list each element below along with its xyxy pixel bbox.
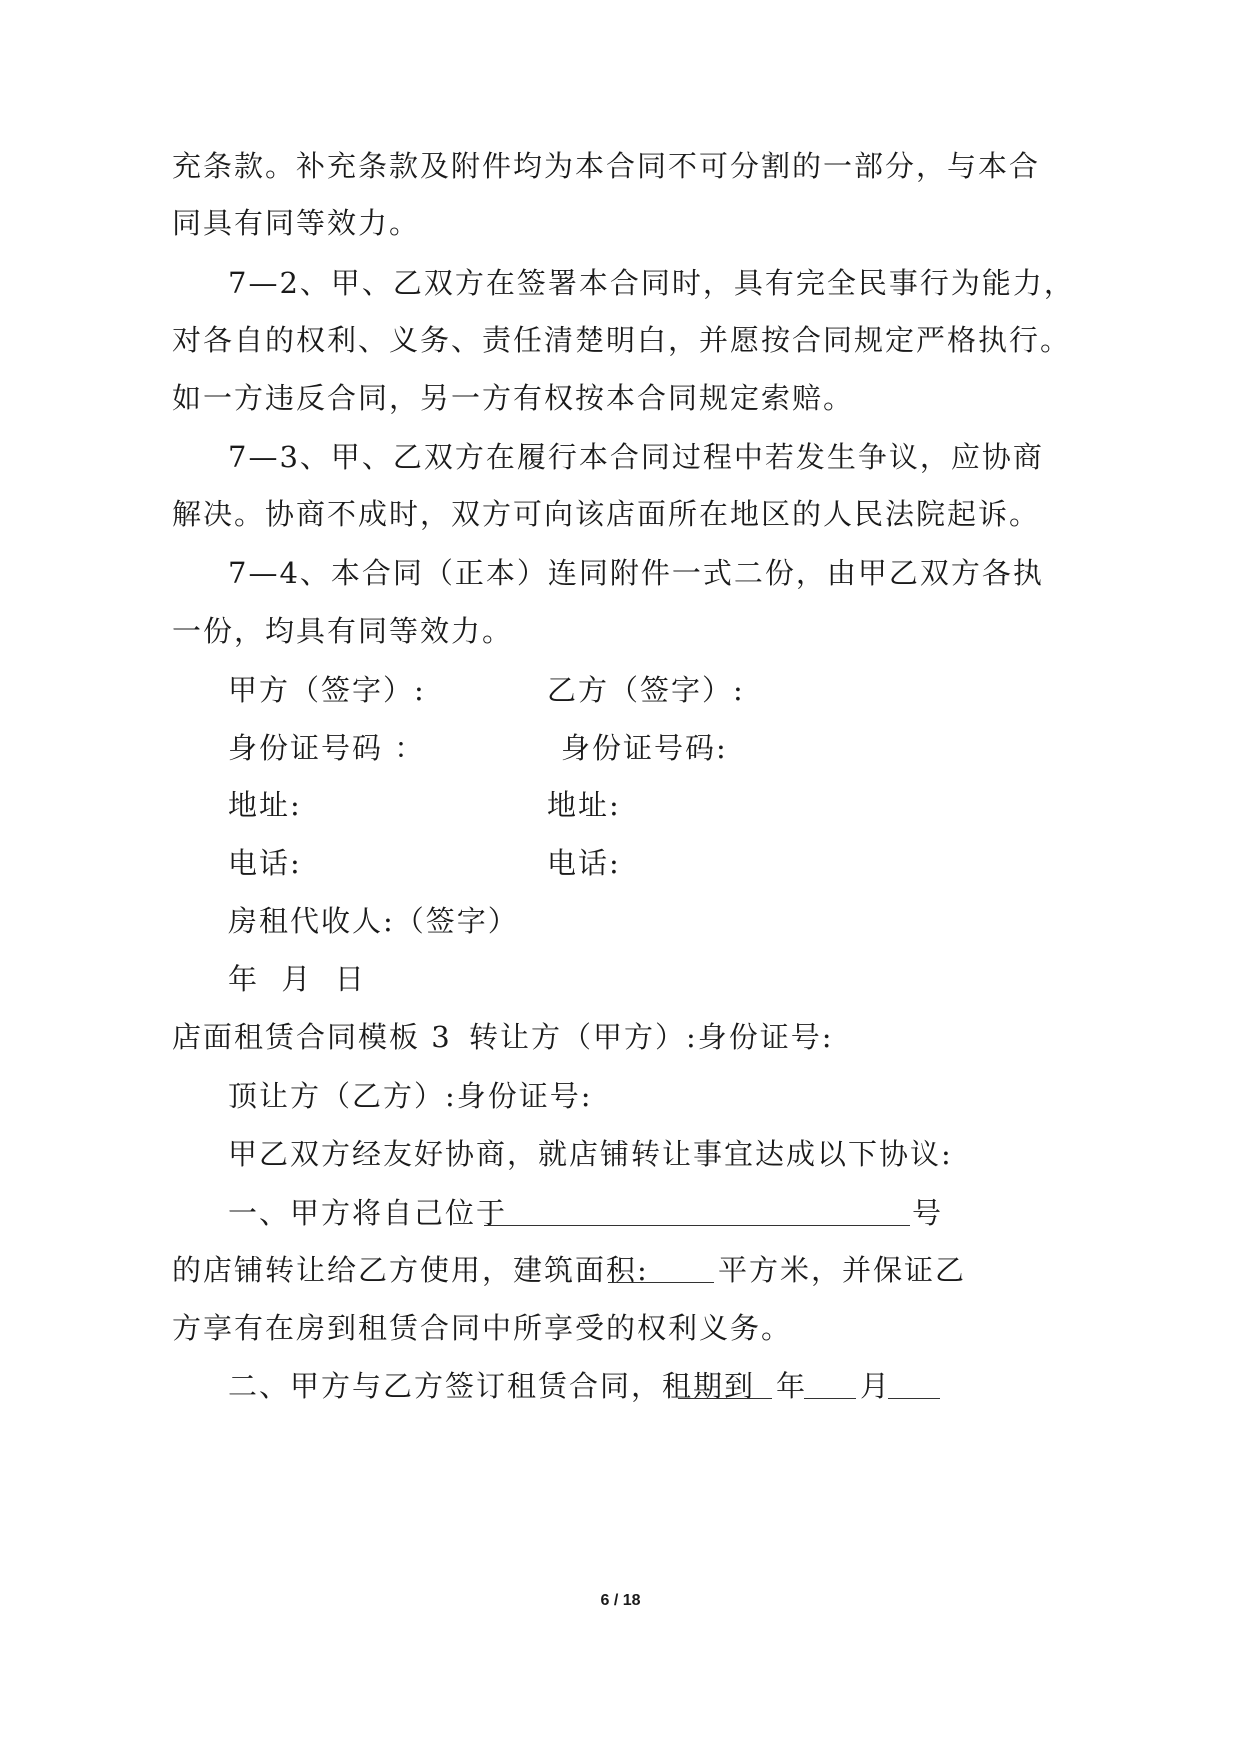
text-line: 号 [912,1196,944,1230]
party-b-id-label: 身份证号码: [561,731,728,765]
text-line: 一份，均具有同等效力。 [172,614,514,648]
text-line: 一、甲方将自己位于 [228,1196,508,1230]
party-b-sign-label: 乙方（签字）: [547,673,745,707]
area-blank [608,1254,714,1283]
text-line: 年 [776,1369,808,1403]
text-line: 如一方违反合同，另一方有权按本合同规定索赔。 [172,381,855,415]
section-heading-row [0,1017,1241,1057]
paragraph-line [0,263,1241,303]
paragraph-line [0,437,1241,477]
text-line: 充条款。补充条款及附件均为本合同不可分割的一部分，与本合 [172,149,1041,183]
paragraph-line [0,1134,1241,1174]
party-a-phone-label: 电话: [228,846,302,880]
year-blank [678,1370,772,1399]
signature-row [0,901,1241,941]
paragraph-line [0,320,1241,360]
paragraph-line [0,553,1241,593]
paragraph-line [0,146,1241,186]
paragraph-line [0,494,1241,534]
party-a-address-label: 地址: [228,788,302,822]
signature-row [0,785,1241,825]
clause-line [0,1308,1241,1348]
party-a-sign-label: 甲方（签字）: [228,673,426,707]
text-line: 对各自的权利、义务、责任清楚明白，并愿按合同规定严格执行。 [172,323,1072,357]
party-b-phone-label: 电话: [547,846,621,880]
signature-row [0,728,1241,768]
signature-row [0,670,1241,710]
text-line: 7—2、甲、乙双方在签署本合同时，具有完全民事行为能力， [228,266,1075,300]
paragraph-line [0,611,1241,651]
party-a-id-label: 身份证号码 ： [228,731,426,765]
text-line: 7—4、本合同（正本）连同附件一式二份，由甲乙双方各执 [228,556,1044,590]
text-line: 方享有在房到租赁合同中所享受的权利义务。 [172,1311,793,1345]
clause-line [0,1250,1241,1290]
text-line: 月 [860,1369,892,1403]
text-line: 的店铺转让给乙方使用，建筑面积: [172,1253,649,1287]
day-blank [888,1370,940,1399]
text-line: 平方米，并保证乙 [718,1253,967,1287]
transferee-label: 顶让方（乙方）:身份证号: [228,1079,593,1113]
paragraph-line [0,203,1241,243]
text-line: 解决。协商不成时，双方可向该店面所在地区的人民法院起诉。 [172,497,1041,531]
paragraph-line [0,1076,1241,1116]
signature-row [0,843,1241,883]
rent-collector-label: 房租代收人:（签字） [228,904,519,938]
clause-line [0,1366,1241,1406]
text-line: 同具有同等效力。 [172,206,421,240]
location-blank [484,1197,910,1226]
transferor-label: 转让方（甲方）:身份证号: [469,1020,834,1054]
clause-line [0,1193,1241,1233]
text-line: 二、甲方与乙方签订租赁合同，租期到 [228,1369,756,1403]
text-line: 甲乙双方经友好协商，就店铺转让事宜达成以下协议: [228,1137,953,1171]
party-b-address-label: 地址: [547,788,621,822]
page-number: 6 / 18 [600,1592,641,1609]
text-line: 7—3、甲、乙双方在履行本合同过程中若发生争议，应协商 [228,440,1044,474]
paragraph-line [0,378,1241,418]
section-title: 店面租赁合同模板 3 [172,1020,452,1054]
signature-row [0,959,1241,999]
month-blank [804,1370,856,1399]
date-label: 年 月 日 [228,962,366,996]
